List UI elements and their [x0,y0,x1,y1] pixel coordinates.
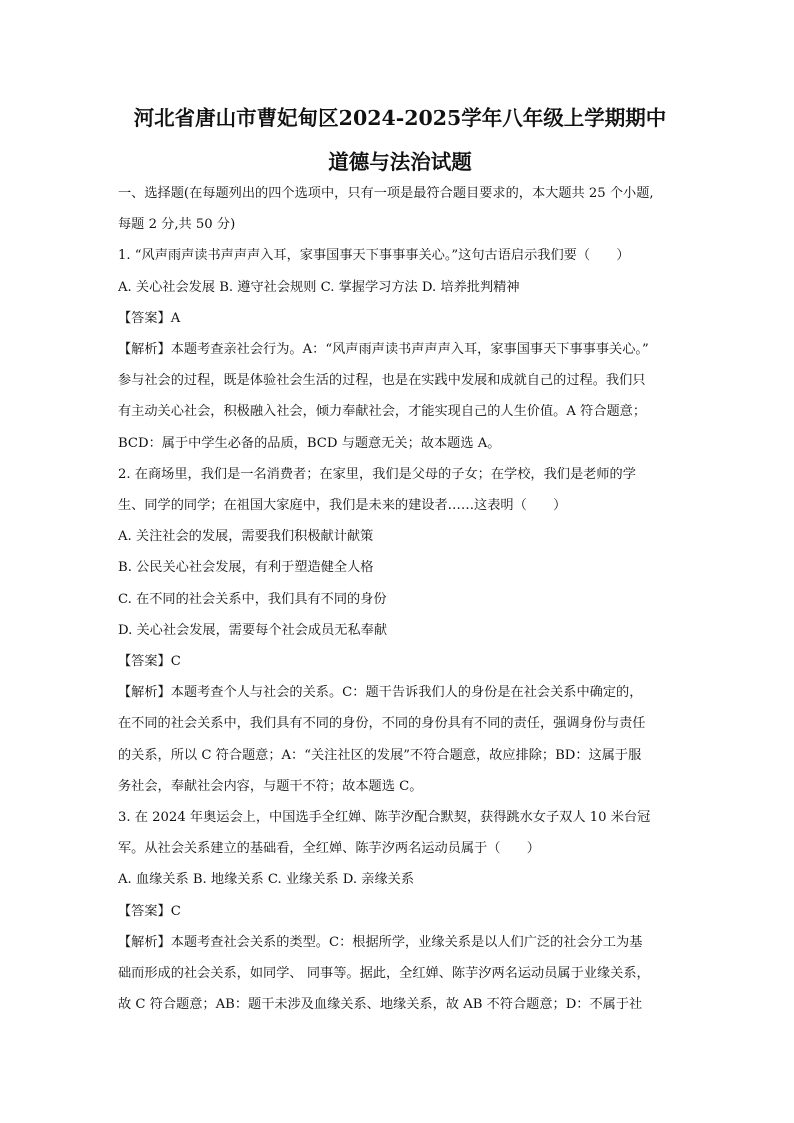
question-2-analysis-line-3: 的关系，所以 C 符合题意；A：“关注社区的发展”不符合题意，故应排除；BD：这属于服 [118,747,642,763]
question-3-analysis-line-1: 【解析】本题考查社会关系的类型。C：根据所学，业缘关系是以人们广泛的社会分工为基 [118,934,643,950]
question-1-options: A. 关心社会发展 B. 遵守社会规则 C. 掌握学习方法 D. 培养批判精神 [118,279,520,295]
question-2-answer: 【答案】C [118,654,181,670]
question-1-analysis-line-4: BCD：属于中学生必备的品质，BCD 与题意无关；故本题选 A。 [118,435,501,451]
question-2-analysis-line-2: 在不同的社会关系中，我们具有不同的身份，不同的身份具有不同的责任，强调身份与责任 [118,716,646,732]
question-3-analysis-line-3: 故 C 符合题意；AB：题干未涉及血缘关系、地缘关系，故 AB 不符合题意；D：不属于社 [118,997,643,1013]
question-3-options: A. 血缘关系 B. 地缘关系 C. 业缘关系 D. 亲缘关系 [118,872,415,888]
question-2-option-b: B. 公民关心社会发展，有利于塑造健全人格 [118,560,374,576]
section-header-line-2: 每题 2 分,共 50 分) [118,217,236,233]
question-2 [118,459,682,802]
question-1-analysis-line-3: 有主动关心社会，积极融入社会，倾力奉献社会，才能实现自己的人生价值。A 符合题意； [118,404,647,420]
question-3-analysis-line-2: 础而形成的社会关系，如同学、 同事等。据此，全红婵、陈芋汐两名运动员属于业缘关系， [118,966,650,982]
question-1-analysis-line-1: 【解析】本题考查亲社会行为。A：“风声雨声读书声声声入耳，家事国事天下事事事关心。” [118,342,649,358]
question-3-stem-line-2: 军。从社会关系建立的基础看，全红婵、陈芋汐两名运动员属于（ ） [118,841,540,857]
title-line-2: 道德与法治试题 [328,150,472,174]
question-1-stem: 1. “风声雨声读书声声声入耳，家事国事天下事事事关心。”这句古语启示我们要（ ） [118,248,630,264]
question-2-option-c: C. 在不同的社会关系中，我们具有不同的身份 [118,591,387,607]
question-2-stem-line-1: 2. 在商场里，我们是一名消费者；在家里，我们是父母的子女；在学校，我们是老师的学 [118,466,636,482]
title-line-1: 河北省唐山市曹妃甸区2024-2025学年八年级上学期期中 [133,106,667,130]
question-1 [118,240,682,458]
question-2-analysis-line-1: 【解析】本题考查个人与社会的关系。C：题干告诉我们人的身份是在社会关系中确定的， [118,685,643,701]
question-3-answer: 【答案】C [118,903,181,919]
question-2-option-d: D. 关心社会发展，需要每个社会成员无私奉献 [118,622,388,638]
question-2-stem-line-2: 生、同学的同学；在祖国大家庭中，我们是未来的建设者……这表明（ ） [118,498,567,514]
section-header-line-1: 一、选择题(在每题列出的四个选项中，只有一项是最符合题目要求的，本大题共 25 个小题, [118,186,654,201]
question-3 [118,802,682,1020]
question-3-stem-line-1: 3. 在 2024 年奥运会上，中国选手全红婵、陈芋汐配合默契，获得跳水女子双人 10 米台冠 [118,810,651,826]
question-2-option-a: A. 关注社会的发展，需要我们积极献计献策 [118,529,374,545]
question-1-analysis-line-2: 参与社会的过程，既是体验社会生活的过程，也是在实践中发展和成就自己的过程。我们只 [118,373,646,389]
question-2-analysis-line-4: 务社会，奉献社会内容，与题干不符；故本题选 C。 [118,778,423,794]
question-1-answer: 【答案】A [118,310,181,326]
